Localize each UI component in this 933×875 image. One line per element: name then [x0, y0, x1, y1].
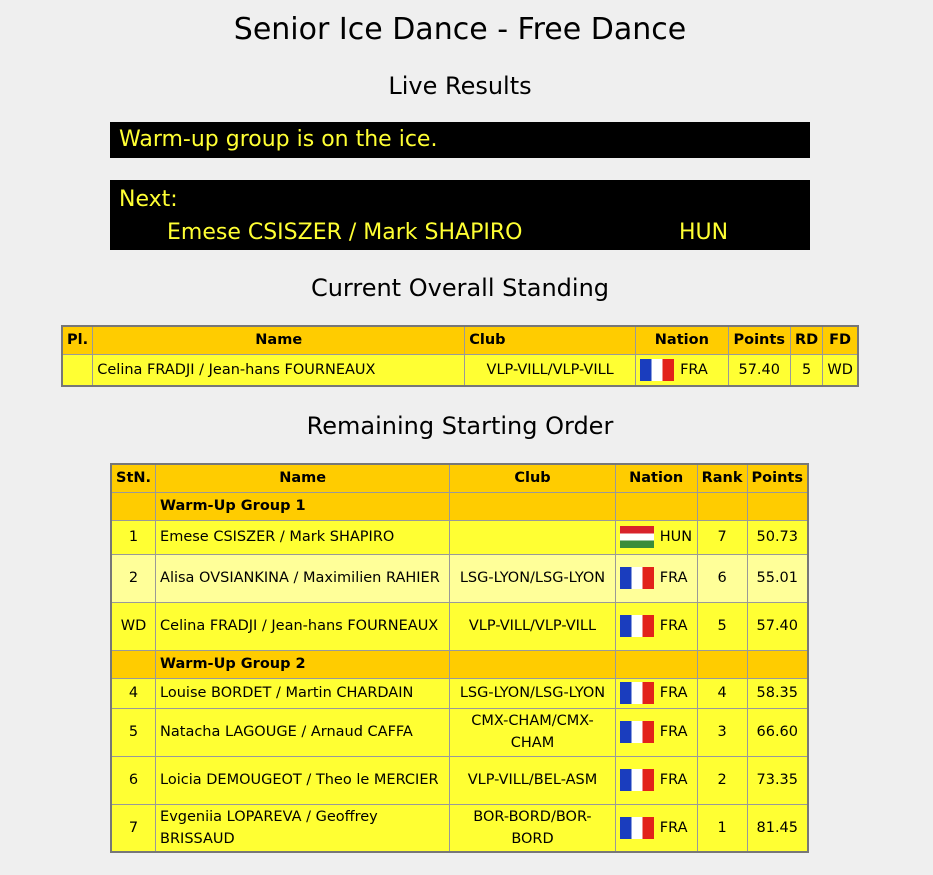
cell-points: 55.01	[747, 554, 808, 602]
next-label: Next:	[119, 187, 178, 212]
order-header-row	[111, 464, 808, 492]
nation-code: FRA	[659, 618, 688, 634]
cell-name: Alisa OVSIANKINA / Maximilien RAHIER	[156, 554, 450, 602]
cell-club: CMX-CHAM/CMX-CHAM	[450, 708, 616, 756]
cell-club: BOR-BORD/BOR-BORD	[450, 804, 616, 852]
cell-nation	[636, 354, 728, 386]
col-fd: FD	[823, 326, 858, 354]
fra-flag-icon	[620, 615, 654, 637]
cell-rank: 2	[697, 756, 747, 804]
cell-rd: 5	[790, 354, 822, 386]
nation-code: FRA	[659, 772, 688, 788]
cell-name: Celina FRADJI / Jean-hans FOURNEAUX	[93, 354, 465, 386]
fra-flag-icon	[620, 567, 654, 589]
col-rd: RD	[790, 326, 822, 354]
col-nation: Nation	[615, 464, 697, 492]
nation-code: FRA	[659, 685, 688, 701]
cell-name: Loicia DEMOUGEOT / Theo le MERCIER	[156, 756, 450, 804]
cell-stn: 2	[111, 554, 156, 602]
page-title: Senior Ice Dance - Free Dance	[233, 12, 687, 47]
group-row	[111, 492, 808, 520]
cell-stn: 1	[111, 520, 156, 554]
cell-nation	[615, 520, 697, 554]
col-name: Name	[156, 464, 450, 492]
standing-heading: Current Overall Standing	[310, 274, 610, 302]
order-heading: Remaining Starting Order	[306, 412, 614, 440]
fra-flag-icon	[620, 769, 654, 791]
cell-name: Emese CSISZER / Mark SHAPIRO	[156, 520, 450, 554]
cell-nation	[615, 804, 697, 852]
cell-fd: WD	[823, 354, 858, 386]
cell-points: 58.35	[747, 678, 808, 708]
cell-points: 81.45	[747, 804, 808, 852]
cell-nation	[615, 678, 697, 708]
cell-stn: WD	[111, 602, 156, 650]
cell-nation	[615, 554, 697, 602]
cell-club: VLP-VILL/VLP-VILL	[465, 354, 636, 386]
fra-flag-icon	[620, 682, 654, 704]
standing-table	[61, 325, 859, 387]
cell-club: LSG-LYON/LSG-LYON	[450, 554, 616, 602]
cell-points: 57.40	[728, 354, 790, 386]
cell-club: LSG-LYON/LSG-LYON	[450, 678, 616, 708]
table-row	[62, 354, 858, 386]
nation-code: HUN	[659, 529, 693, 545]
fra-flag-icon	[620, 817, 654, 839]
table-row	[111, 708, 808, 756]
next-panel	[110, 180, 810, 250]
cell-club: VLP-VILL/BEL-ASM	[450, 756, 616, 804]
cell-rank: 6	[697, 554, 747, 602]
group-row	[111, 650, 808, 678]
order-table	[110, 463, 809, 853]
cell-rank: 4	[697, 678, 747, 708]
next-skater: Emese CSISZER / Mark SHAPIRO	[167, 220, 523, 245]
cell-name: Celina FRADJI / Jean-hans FOURNEAUX	[156, 602, 450, 650]
col-rank: Rank	[697, 464, 747, 492]
group-label: Warm-Up Group 1	[156, 492, 450, 520]
col-points: Points	[747, 464, 808, 492]
cell-points: 73.35	[747, 756, 808, 804]
standing-header-row	[62, 326, 858, 354]
cell-points: 57.40	[747, 602, 808, 650]
fra-flag-icon	[620, 721, 654, 743]
next-nation: HUN	[679, 220, 729, 245]
table-row	[111, 804, 808, 852]
col-club: Club	[450, 464, 616, 492]
status-panel	[110, 122, 810, 158]
hun-flag-icon	[620, 526, 654, 548]
col-name: Name	[93, 326, 465, 354]
cell-rank: 7	[697, 520, 747, 554]
table-row	[111, 520, 808, 554]
cell-points: 50.73	[747, 520, 808, 554]
col-points: Points	[728, 326, 790, 354]
cell-name: Evgeniia LOPAREVA / Geoffrey BRISSAUD	[156, 804, 450, 852]
col-nation: Nation	[636, 326, 728, 354]
cell-rank: 1	[697, 804, 747, 852]
nation-code: FRA	[659, 724, 688, 740]
cell-points: 66.60	[747, 708, 808, 756]
fra-flag-icon	[640, 359, 674, 381]
page-subtitle: Live Results	[388, 72, 532, 100]
table-row	[111, 602, 808, 650]
cell-nation	[615, 756, 697, 804]
status-text: Warm-up group is on the ice.	[119, 127, 438, 152]
cell-nation	[615, 708, 697, 756]
nation-code: FRA	[659, 819, 688, 836]
cell-stn: 5	[111, 708, 156, 756]
cell-club	[450, 520, 616, 554]
group-label: Warm-Up Group 2	[156, 650, 450, 678]
col-stn: StN.	[111, 464, 156, 492]
cell-nation	[615, 602, 697, 650]
cell-rank: 3	[697, 708, 747, 756]
cell-stn: 7	[111, 804, 156, 852]
table-row	[111, 678, 808, 708]
nation-code: FRA	[680, 361, 708, 378]
col-club: Club	[465, 326, 636, 354]
cell-stn: 6	[111, 756, 156, 804]
col-pl: Pl.	[62, 326, 93, 354]
nation-code: FRA	[659, 570, 688, 586]
table-row	[111, 756, 808, 804]
cell-club: VLP-VILL/VLP-VILL	[450, 602, 616, 650]
table-row	[111, 554, 808, 602]
cell-name: Natacha LAGOUGE / Arnaud CAFFA	[156, 708, 450, 756]
cell-pl	[62, 354, 93, 386]
cell-rank: 5	[697, 602, 747, 650]
cell-name: Louise BORDET / Martin CHARDAIN	[156, 678, 450, 708]
cell-stn: 4	[111, 678, 156, 708]
